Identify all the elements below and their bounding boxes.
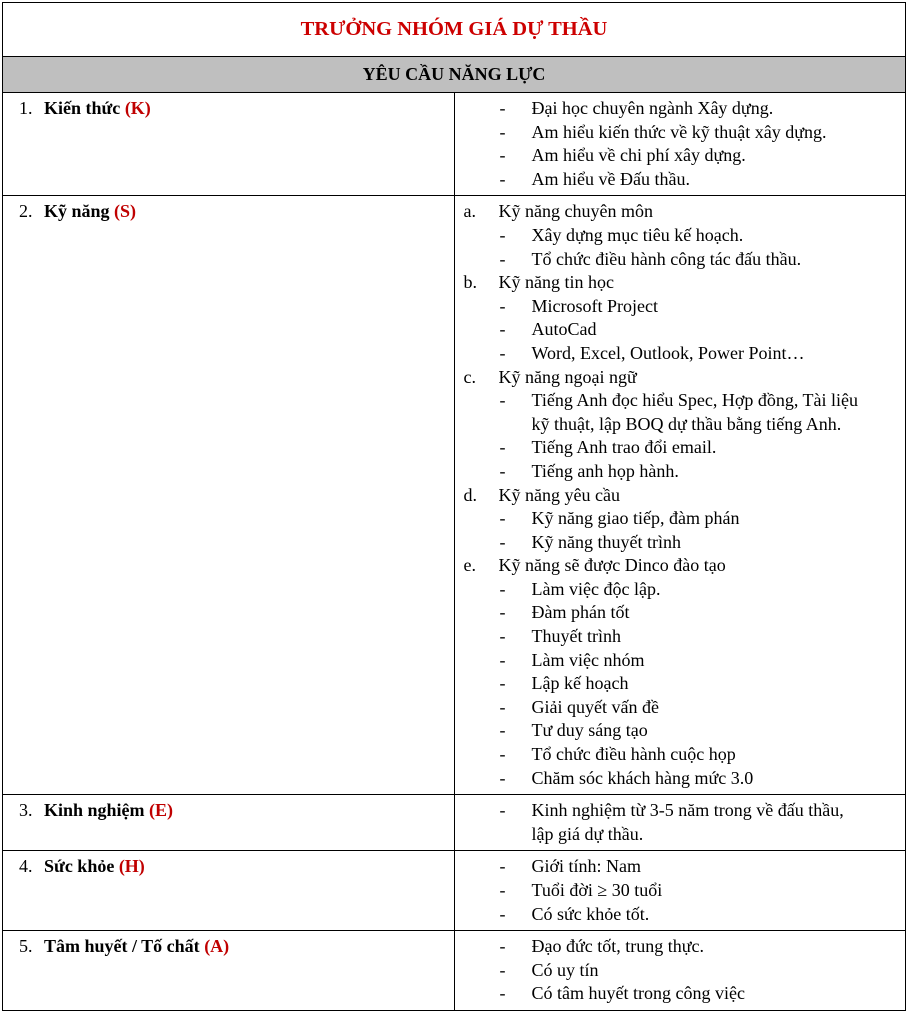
bullet-dash: - xyxy=(499,720,506,741)
bullet-dash: - xyxy=(499,319,506,340)
bullet-dash: - xyxy=(499,224,506,245)
detail-block xyxy=(455,196,866,790)
row-number: 1. xyxy=(19,98,33,118)
list-item-text: Tuổi đời ≥ 30 tuổi xyxy=(531,880,663,900)
list-item-text: Kỹ năng giao tiếp, đàm phán xyxy=(531,508,740,529)
competency-label xyxy=(3,795,454,827)
list-item xyxy=(455,696,866,720)
bullet-dash: - xyxy=(499,531,506,552)
competency-label-cell xyxy=(3,931,455,1011)
list-item xyxy=(455,855,866,879)
list-item-text: Đại học chuyên ngành Xây dựng. xyxy=(531,98,774,118)
competency-label xyxy=(3,196,454,228)
bullet-dash: - xyxy=(499,390,506,411)
list-item-text: Tổ chức điều hành cuộc họp xyxy=(531,744,736,765)
list-item-text: Giải quyết vấn đề xyxy=(531,696,659,717)
list-item-text: Kinh nghiệm từ 3-5 năm trong về đấu thầu, lập giá dự thầu. xyxy=(531,800,844,844)
section-title-text: Kỹ năng ngoại ngữ xyxy=(498,366,637,387)
bullet-dash: - xyxy=(499,145,506,166)
list-item-text: Microsoft Project xyxy=(531,295,658,316)
detail-block xyxy=(455,93,866,191)
row-number: 5. xyxy=(19,936,33,957)
row-number: 2. xyxy=(19,201,33,222)
list-item xyxy=(455,295,866,319)
competency-code: (S) xyxy=(114,201,137,222)
list-item xyxy=(455,935,866,959)
section-letter: c. xyxy=(463,366,476,387)
detail-block xyxy=(455,931,866,1006)
list-item xyxy=(455,767,866,791)
list-item xyxy=(455,672,866,696)
competency-detail-cell xyxy=(454,93,906,196)
bullet-dash: - xyxy=(499,936,506,957)
competency-label-cell xyxy=(3,851,455,931)
list-item xyxy=(455,578,866,602)
list-item xyxy=(455,168,866,192)
bullet-dash: - xyxy=(499,767,506,788)
list-item xyxy=(455,460,866,484)
competency-row xyxy=(3,795,906,851)
section-title-text: Kỹ năng yêu cầu xyxy=(498,484,620,505)
competency-detail-cell xyxy=(454,851,906,931)
competency-label xyxy=(3,93,454,125)
competency-detail-cell xyxy=(454,795,906,851)
row-number: 3. xyxy=(19,800,33,821)
list-item xyxy=(455,743,866,767)
list-item xyxy=(455,248,866,272)
bullet-dash: - xyxy=(499,983,506,1004)
list-item-text: Word, Excel, Outlook, Power Point… xyxy=(531,342,805,363)
list-item-text: Có sức khỏe tốt. xyxy=(531,903,650,924)
competency-row xyxy=(3,931,906,1011)
detail-block xyxy=(455,851,866,926)
section-letter: d. xyxy=(463,484,477,505)
skill-section-title xyxy=(455,484,866,508)
skill-section-title xyxy=(455,200,866,224)
list-item-text: Kỹ năng thuyết trình xyxy=(531,531,681,552)
bullet-dash: - xyxy=(499,696,506,717)
list-item xyxy=(455,389,866,436)
list-item-text: Làm việc nhóm xyxy=(531,649,645,670)
bullet-dash: - xyxy=(499,649,506,670)
list-item xyxy=(455,436,866,460)
section-title-text: Kỹ năng tin học xyxy=(498,272,614,293)
list-item-text: Am hiểu về Đấu thầu. xyxy=(531,168,690,189)
bullet-dash: - xyxy=(499,800,506,821)
list-item xyxy=(455,121,866,145)
header-row xyxy=(3,57,906,93)
bullet-dash: - xyxy=(499,168,506,189)
list-item xyxy=(455,879,866,903)
list-item xyxy=(455,903,866,927)
list-item-text: Tiếng Anh trao đổi email. xyxy=(531,437,717,458)
list-item-text: Tư duy sáng tạo xyxy=(531,720,648,741)
competency-table xyxy=(2,2,906,1011)
section-title-text: Kỹ năng chuyên môn xyxy=(498,201,653,222)
bullet-dash: - xyxy=(499,673,506,694)
competency-row xyxy=(3,93,906,196)
competency-label-cell xyxy=(3,93,455,196)
section-letter: e. xyxy=(463,555,476,576)
list-item-text: Đàm phán tốt xyxy=(531,602,630,623)
title-row xyxy=(3,3,906,57)
section-letter: b. xyxy=(463,272,477,293)
bullet-dash: - xyxy=(499,437,506,458)
competency-code: (A) xyxy=(204,936,230,957)
skill-section-title xyxy=(455,554,866,578)
list-item-text: Làm việc độc lập. xyxy=(531,578,661,599)
list-item-text: Đạo đức tốt, trung thực. xyxy=(531,936,704,957)
list-item-text: Lập kế hoạch xyxy=(531,673,629,694)
competency-code: (E) xyxy=(149,800,174,821)
competency-detail-cell xyxy=(454,196,906,795)
list-item-text: Tiếng anh họp hành. xyxy=(531,460,679,481)
list-item-text: Am hiểu kiến thức về kỹ thuật xây dựng. xyxy=(531,121,827,142)
bullet-dash: - xyxy=(499,856,506,877)
competency-code: (K) xyxy=(124,98,151,118)
list-item-text: Am hiểu về chi phí xây dựng. xyxy=(531,145,746,166)
competency-code: (H) xyxy=(118,856,145,877)
competency-name: Kinh nghiệm xyxy=(44,800,145,821)
competency-name: Tâm huyết / Tố chất xyxy=(44,936,200,957)
list-item xyxy=(455,799,866,846)
bullet-dash: - xyxy=(499,460,506,481)
competency-label-cell xyxy=(3,795,455,851)
bullet-dash: - xyxy=(499,248,506,269)
bullet-dash: - xyxy=(499,295,506,316)
list-item xyxy=(455,318,866,342)
bullet-dash: - xyxy=(499,602,506,623)
skill-section-title xyxy=(455,366,866,390)
list-item xyxy=(455,649,866,673)
list-item xyxy=(455,625,866,649)
list-item-text: Có uy tín xyxy=(531,959,599,980)
list-item xyxy=(455,224,866,248)
list-item-text: Tiếng Anh đọc hiểu Spec, Hợp đồng, Tài liệu kỹ thuật, lập BOQ dự thầu bằng tiếng Anh. xyxy=(531,390,858,434)
competency-label xyxy=(3,851,454,883)
bullet-dash: - xyxy=(499,98,506,118)
competency-rows xyxy=(3,93,906,1011)
bullet-dash: - xyxy=(499,508,506,529)
bullet-dash: - xyxy=(499,121,506,142)
competency-label xyxy=(3,931,454,963)
list-item xyxy=(455,601,866,625)
bullet-dash: - xyxy=(499,626,506,647)
section-letter: a. xyxy=(463,201,476,222)
list-item-text: Thuyết trình xyxy=(531,626,621,647)
list-item-text: Tổ chức điều hành công tác đấu thầu. xyxy=(531,248,802,269)
detail-block xyxy=(455,795,866,846)
bullet-dash: - xyxy=(499,578,506,599)
list-item-text: Có tâm huyết trong công việc xyxy=(531,983,745,1004)
bullet-dash: - xyxy=(499,880,506,900)
bullet-dash: - xyxy=(499,342,506,363)
list-item xyxy=(455,342,866,366)
section-header: YÊU CẦU NĂNG LỰC xyxy=(3,57,906,93)
list-item-text: AutoCad xyxy=(531,319,597,340)
page-title: TRƯỞNG NHÓM GIÁ DỰ THẦU xyxy=(3,3,906,57)
list-item-text: Xây dựng mục tiêu kế hoạch. xyxy=(531,224,744,245)
section-title-text: Kỹ năng sẽ được Dinco đào tạo xyxy=(498,555,726,576)
list-item xyxy=(455,959,866,983)
competency-row xyxy=(3,196,906,795)
competency-name: Sức khỏe xyxy=(44,856,115,877)
list-item xyxy=(455,97,866,121)
skill-section-title xyxy=(455,271,866,295)
list-item-text: Chăm sóc khách hàng mức 3.0 xyxy=(531,767,754,788)
bullet-dash: - xyxy=(499,959,506,980)
bullet-dash: - xyxy=(499,903,506,924)
list-item xyxy=(455,982,866,1006)
list-item-text: Giới tính: Nam xyxy=(531,856,642,877)
document xyxy=(2,2,906,1011)
bullet-dash: - xyxy=(499,744,506,765)
competency-name: Kỹ năng xyxy=(44,201,110,222)
row-number: 4. xyxy=(19,856,33,877)
list-item xyxy=(455,719,866,743)
list-item xyxy=(455,531,866,555)
list-item xyxy=(455,144,866,168)
competency-label-cell xyxy=(3,196,455,795)
list-item xyxy=(455,507,866,531)
competency-name: Kiến thức xyxy=(44,98,121,118)
competency-detail-cell xyxy=(454,931,906,1011)
competency-row xyxy=(3,851,906,931)
